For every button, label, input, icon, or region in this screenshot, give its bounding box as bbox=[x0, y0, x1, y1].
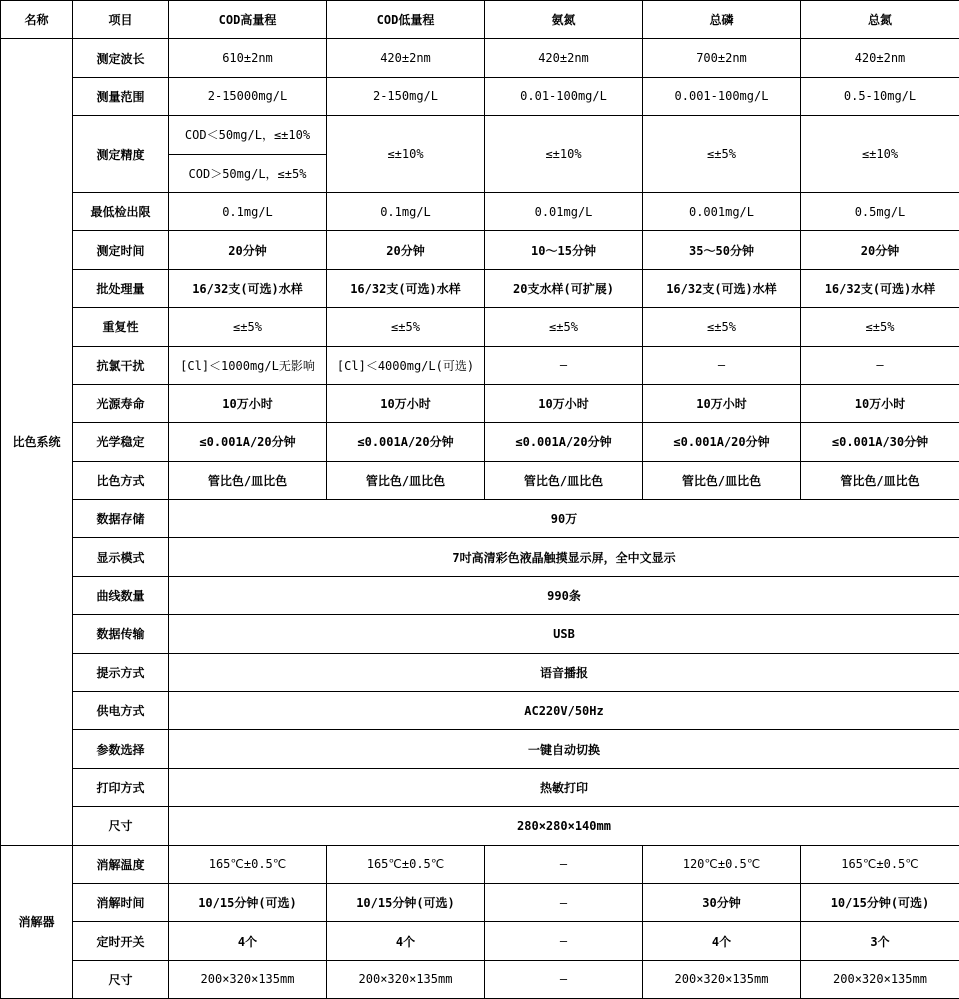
value-cell: 20分钟 bbox=[169, 231, 327, 269]
item-cell: 显示模式 bbox=[73, 538, 169, 576]
value-cell: 4个 bbox=[327, 922, 485, 960]
item-cell: 数据存储 bbox=[73, 500, 169, 538]
merged-value-cell: 990条 bbox=[169, 576, 959, 614]
value-cell: 120℃±0.5℃ bbox=[643, 845, 801, 883]
table-row bbox=[1, 308, 959, 346]
value-cell: ≤±5% bbox=[643, 116, 801, 193]
value-cell: 420±2nm bbox=[485, 39, 643, 77]
table-row bbox=[1, 346, 959, 384]
merged-value-cell: 7吋高清彩色液晶触摸显示屏，全中文显示 bbox=[169, 538, 959, 576]
table-row bbox=[1, 39, 959, 77]
value-cell: 200×320×135mm bbox=[169, 960, 327, 998]
item-cell: 批处理量 bbox=[73, 269, 169, 307]
merged-value-cell: 280×280×140mm bbox=[169, 807, 959, 845]
table-row bbox=[1, 116, 959, 154]
merged-value-cell: 热敏打印 bbox=[169, 768, 959, 806]
table-row bbox=[1, 384, 959, 422]
item-cell: 消解温度 bbox=[73, 845, 169, 883]
table-row bbox=[1, 653, 959, 691]
value-cell: 0.01mg/L bbox=[485, 192, 643, 230]
value-cell: ≤±10% bbox=[327, 116, 485, 193]
value-cell: 10万小时 bbox=[801, 384, 959, 422]
item-cell: 光学稳定 bbox=[73, 423, 169, 461]
value-cell: COD＜50mg/L，≤±10% bbox=[169, 116, 327, 154]
value-cell: 165℃±0.5℃ bbox=[327, 845, 485, 883]
value-cell: 16/32支(可选)水样 bbox=[169, 269, 327, 307]
table-row bbox=[1, 77, 959, 115]
value-cell: 0.1mg/L bbox=[327, 192, 485, 230]
merged-value-cell: 语音播报 bbox=[169, 653, 959, 691]
value-cell: 700±2nm bbox=[643, 39, 801, 77]
value-cell: 0.001mg/L bbox=[643, 192, 801, 230]
value-cell: 200×320×135mm bbox=[327, 960, 485, 998]
table-row bbox=[1, 730, 959, 768]
table-row bbox=[1, 922, 959, 960]
merged-value-cell: USB bbox=[169, 615, 959, 653]
value-cell: ≤0.001A/20分钟 bbox=[169, 423, 327, 461]
value-cell: ≤0.001A/20分钟 bbox=[327, 423, 485, 461]
table-row bbox=[1, 883, 959, 921]
value-cell: ≤±5% bbox=[643, 308, 801, 346]
value-cell: 16/32支(可选)水样 bbox=[643, 269, 801, 307]
table-row bbox=[1, 807, 959, 845]
value-cell: ≤±10% bbox=[801, 116, 959, 193]
item-cell: 抗氯干扰 bbox=[73, 346, 169, 384]
table-row bbox=[1, 538, 959, 576]
value-cell: 10万小时 bbox=[169, 384, 327, 422]
value-cell: ≤0.001A/30分钟 bbox=[801, 423, 959, 461]
item-cell: 参数选择 bbox=[73, 730, 169, 768]
value-cell: 610±2nm bbox=[169, 39, 327, 77]
item-cell: 供电方式 bbox=[73, 692, 169, 730]
value-cell: 165℃±0.5℃ bbox=[169, 845, 327, 883]
table-row bbox=[1, 192, 959, 230]
value-cell: — bbox=[485, 883, 643, 921]
value-cell: 管比色/皿比色 bbox=[643, 461, 801, 499]
value-cell: 0.5-10mg/L bbox=[801, 77, 959, 115]
value-cell: 10/15分钟(可选) bbox=[801, 883, 959, 921]
item-cell: 尺寸 bbox=[73, 807, 169, 845]
merged-value-cell: 一键自动切换 bbox=[169, 730, 959, 768]
value-cell: 35～50分钟 bbox=[643, 231, 801, 269]
value-cell: 20分钟 bbox=[327, 231, 485, 269]
table-row bbox=[1, 960, 959, 998]
value-cell: ≤±5% bbox=[801, 308, 959, 346]
item-cell: 提示方式 bbox=[73, 653, 169, 691]
item-cell: 消解时间 bbox=[73, 883, 169, 921]
value-cell: ≤±10% bbox=[485, 116, 643, 193]
item-cell: 曲线数量 bbox=[73, 576, 169, 614]
value-cell: 3个 bbox=[801, 922, 959, 960]
value-cell: 2-150mg/L bbox=[327, 77, 485, 115]
value-cell: 管比色/皿比色 bbox=[327, 461, 485, 499]
value-cell: ≤±5% bbox=[485, 308, 643, 346]
value-cell: 10万小时 bbox=[643, 384, 801, 422]
value-cell: 165℃±0.5℃ bbox=[801, 845, 959, 883]
value-cell: 10～15分钟 bbox=[485, 231, 643, 269]
item-cell: 测定精度 bbox=[73, 116, 169, 193]
item-cell: 光源寿命 bbox=[73, 384, 169, 422]
table-row bbox=[1, 231, 959, 269]
group-name-cell: 比色系统 bbox=[1, 39, 73, 845]
value-cell: — bbox=[485, 346, 643, 384]
header-cell: 总磷 bbox=[643, 1, 801, 39]
value-cell: 16/32支(可选)水样 bbox=[327, 269, 485, 307]
table-row bbox=[1, 500, 959, 538]
header-cell: 氨氮 bbox=[485, 1, 643, 39]
item-cell: 定时开关 bbox=[73, 922, 169, 960]
item-cell: 测定时间 bbox=[73, 231, 169, 269]
value-cell: 0.001-100mg/L bbox=[643, 77, 801, 115]
table-row bbox=[1, 768, 959, 806]
value-cell: — bbox=[801, 346, 959, 384]
item-cell: 数据传输 bbox=[73, 615, 169, 653]
value-cell: — bbox=[485, 922, 643, 960]
value-cell: 4个 bbox=[169, 922, 327, 960]
item-cell: 打印方式 bbox=[73, 768, 169, 806]
header-row bbox=[1, 1, 959, 39]
value-cell: ≤0.001A/20分钟 bbox=[485, 423, 643, 461]
spec-table-body bbox=[1, 1, 959, 999]
value-cell: 200×320×135mm bbox=[643, 960, 801, 998]
item-cell: 尺寸 bbox=[73, 960, 169, 998]
value-cell: 10万小时 bbox=[327, 384, 485, 422]
item-cell: 比色方式 bbox=[73, 461, 169, 499]
table-row bbox=[1, 615, 959, 653]
value-cell: 200×320×135mm bbox=[801, 960, 959, 998]
value-cell: ≤±5% bbox=[327, 308, 485, 346]
item-cell: 最低检出限 bbox=[73, 192, 169, 230]
value-cell: 0.5mg/L bbox=[801, 192, 959, 230]
table-row bbox=[1, 423, 959, 461]
header-cell: COD低量程 bbox=[327, 1, 485, 39]
value-cell: 管比色/皿比色 bbox=[169, 461, 327, 499]
value-cell: 2-15000mg/L bbox=[169, 77, 327, 115]
value-cell: 10/15分钟(可选) bbox=[169, 883, 327, 921]
value-cell: 10万小时 bbox=[485, 384, 643, 422]
value-cell: COD＞50mg/L，≤±5% bbox=[169, 154, 327, 192]
value-cell: — bbox=[485, 845, 643, 883]
value-cell: 4个 bbox=[643, 922, 801, 960]
item-cell: 测定波长 bbox=[73, 39, 169, 77]
value-cell: 20分钟 bbox=[801, 231, 959, 269]
value-cell: 16/32支(可选)水样 bbox=[801, 269, 959, 307]
item-cell: 重复性 bbox=[73, 308, 169, 346]
value-cell: [Cl]＜4000mg/L(可选) bbox=[327, 346, 485, 384]
table-row bbox=[1, 845, 959, 883]
merged-value-cell: AC220V/50Hz bbox=[169, 692, 959, 730]
value-cell: — bbox=[643, 346, 801, 384]
table-row bbox=[1, 692, 959, 730]
value-cell: 0.01-100mg/L bbox=[485, 77, 643, 115]
value-cell: 10/15分钟(可选) bbox=[327, 883, 485, 921]
value-cell: 30分钟 bbox=[643, 883, 801, 921]
table-row bbox=[1, 269, 959, 307]
value-cell: 管比色/皿比色 bbox=[801, 461, 959, 499]
header-cell: 总氮 bbox=[801, 1, 959, 39]
header-cell: 项目 bbox=[73, 1, 169, 39]
value-cell: 420±2nm bbox=[801, 39, 959, 77]
value-cell: 管比色/皿比色 bbox=[485, 461, 643, 499]
value-cell: [Cl]＜1000mg/L无影响 bbox=[169, 346, 327, 384]
value-cell: 420±2nm bbox=[327, 39, 485, 77]
value-cell: ≤0.001A/20分钟 bbox=[643, 423, 801, 461]
value-cell: ≤±5% bbox=[169, 308, 327, 346]
table-row bbox=[1, 461, 959, 499]
group-name-cell: 消解器 bbox=[1, 845, 73, 999]
merged-value-cell: 90万 bbox=[169, 500, 959, 538]
table-row bbox=[1, 576, 959, 614]
header-cell: 名称 bbox=[1, 1, 73, 39]
value-cell: — bbox=[485, 960, 643, 998]
value-cell: 0.1mg/L bbox=[169, 192, 327, 230]
item-cell: 测量范围 bbox=[73, 77, 169, 115]
header-cell: COD高量程 bbox=[169, 1, 327, 39]
value-cell: 20支水样(可扩展) bbox=[485, 269, 643, 307]
